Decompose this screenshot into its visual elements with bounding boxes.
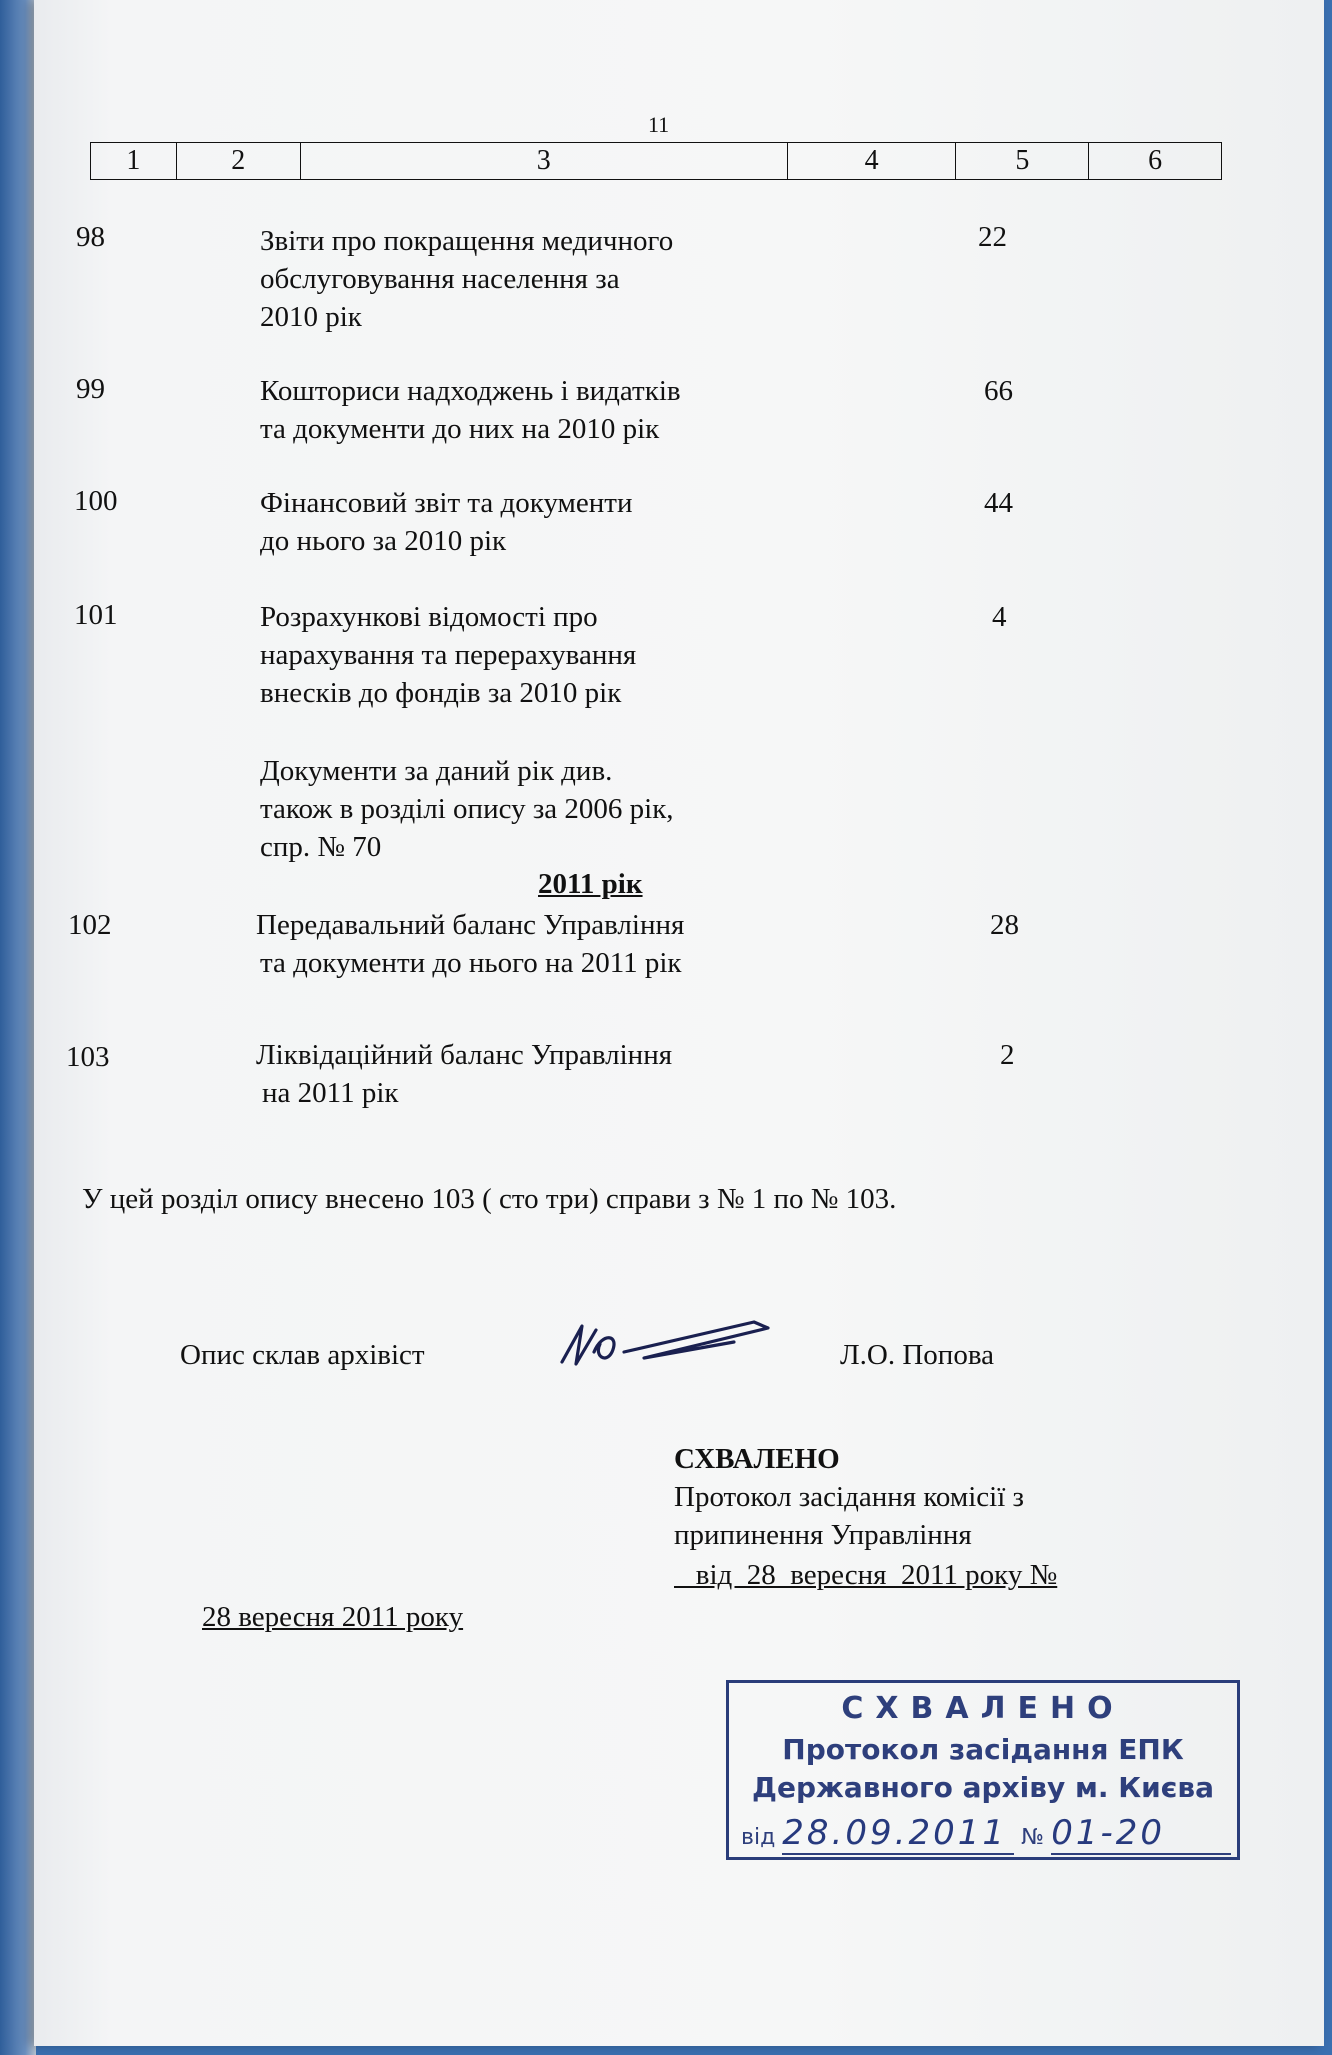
row-99-line-2: та документи до них на 2010 рік — [260, 413, 660, 445]
binder-spine — [0, 0, 36, 2055]
row-98-line-1: Звіти про покращення медичного — [260, 225, 674, 257]
stamp-number-value: 01-20 — [1051, 1813, 1165, 1853]
stamp-line-1: Протокол засідання ЕПК — [782, 1733, 1184, 1766]
row-101-number: 101 — [74, 599, 118, 631]
row-99-title — [260, 372, 681, 448]
row-103-title — [256, 1036, 672, 1112]
approved-line-1: Протокол засідання комісії з — [674, 1481, 1024, 1513]
row-100-number: 100 — [74, 485, 118, 517]
compiled-by-name: Л.О. Попова — [840, 1339, 995, 1371]
row-98-line-2: обслуговування населення за — [260, 263, 620, 295]
row-99-line-1: Кошториси надходжень і видатків — [260, 375, 681, 407]
row-98-line-3: 2010 рік — [260, 301, 362, 333]
row-101-line-2: нарахування та перерахування — [260, 639, 637, 671]
row-99-number: 99 — [76, 373, 105, 405]
note-line-1: Документи за даний рік див. — [260, 755, 613, 787]
stamp-date-prefix: від — [741, 1825, 776, 1850]
note-line-3: спр. № 70 — [260, 831, 382, 863]
document-page — [34, 0, 1324, 2046]
stamp-date-row — [741, 1813, 1231, 1855]
header-col-4: 4 — [788, 143, 957, 179]
header-col-3: 3 — [301, 143, 788, 179]
stamp-date-field — [782, 1813, 1014, 1855]
row-103-line-2: на 2011 рік — [262, 1077, 399, 1109]
row-102-title — [256, 906, 684, 982]
row-98-number: 98 — [76, 221, 105, 253]
compiled-by-label: Опис склав архівіст — [180, 1339, 425, 1371]
approval-stamp — [726, 1680, 1240, 1860]
stamp-date-value: 28.09.2011 — [782, 1813, 1007, 1853]
row-98-count: 22 — [978, 221, 1007, 253]
stamp-title: СХВАЛЕНО — [841, 1691, 1125, 1726]
header-col-1: 1 — [91, 143, 177, 179]
year-heading: 2011 рік — [538, 868, 643, 900]
note-line-2: також в розділі опису за 2006 рік, — [260, 793, 674, 825]
header-col-5: 5 — [956, 143, 1089, 179]
row-101-line-3: внесків до фондів за 2010 рік — [260, 677, 622, 709]
page-number: 11 — [648, 112, 670, 137]
row-103-line-1: Ліквідаційний баланс Управління — [256, 1039, 673, 1071]
table-header — [90, 142, 1222, 180]
row-101-title — [260, 598, 636, 712]
approved-title: СХВАЛЕНО — [674, 1443, 840, 1475]
header-col-6: 6 — [1148, 145, 1163, 176]
document-date: 28 вересня 2011 року — [202, 1601, 464, 1633]
row-100-count: 44 — [984, 487, 1013, 519]
row-100-title — [260, 484, 633, 560]
row-103-count: 2 — [1000, 1039, 1015, 1071]
row-100-line-2: до нього за 2010 рік — [260, 525, 507, 557]
cross-reference-note — [260, 752, 674, 866]
signature-image — [554, 1312, 774, 1372]
approved-line-2: припинення Управління — [674, 1519, 972, 1551]
stamp-line-2: Державного архіву м. Києва — [752, 1771, 1214, 1804]
row-102-line-1: Передавальний баланс Управління — [256, 909, 685, 941]
row-101-count: 4 — [992, 601, 1007, 633]
row-102-count: 28 — [990, 909, 1019, 941]
header-col-2: 2 — [177, 143, 301, 179]
row-102-line-2: та документи до нього на 2011 рік — [260, 947, 682, 979]
approved-line-3: від 28 вересня 2011 року № — [674, 1559, 1058, 1591]
row-99-count: 66 — [984, 375, 1013, 407]
row-103-number: 103 — [66, 1041, 110, 1073]
row-100-line-1: Фінансовий звіт та документи — [260, 487, 633, 519]
stamp-number-field — [1051, 1813, 1231, 1855]
summary-statement: У цей розділ опису внесено 103 ( сто три) справи з № 1 по № 103. — [82, 1183, 897, 1215]
row-102-number: 102 — [68, 909, 112, 941]
row-98-title — [260, 222, 673, 336]
row-101-line-1: Розрахункові відомості про — [260, 601, 598, 633]
stamp-number-prefix: № — [1021, 1825, 1045, 1850]
